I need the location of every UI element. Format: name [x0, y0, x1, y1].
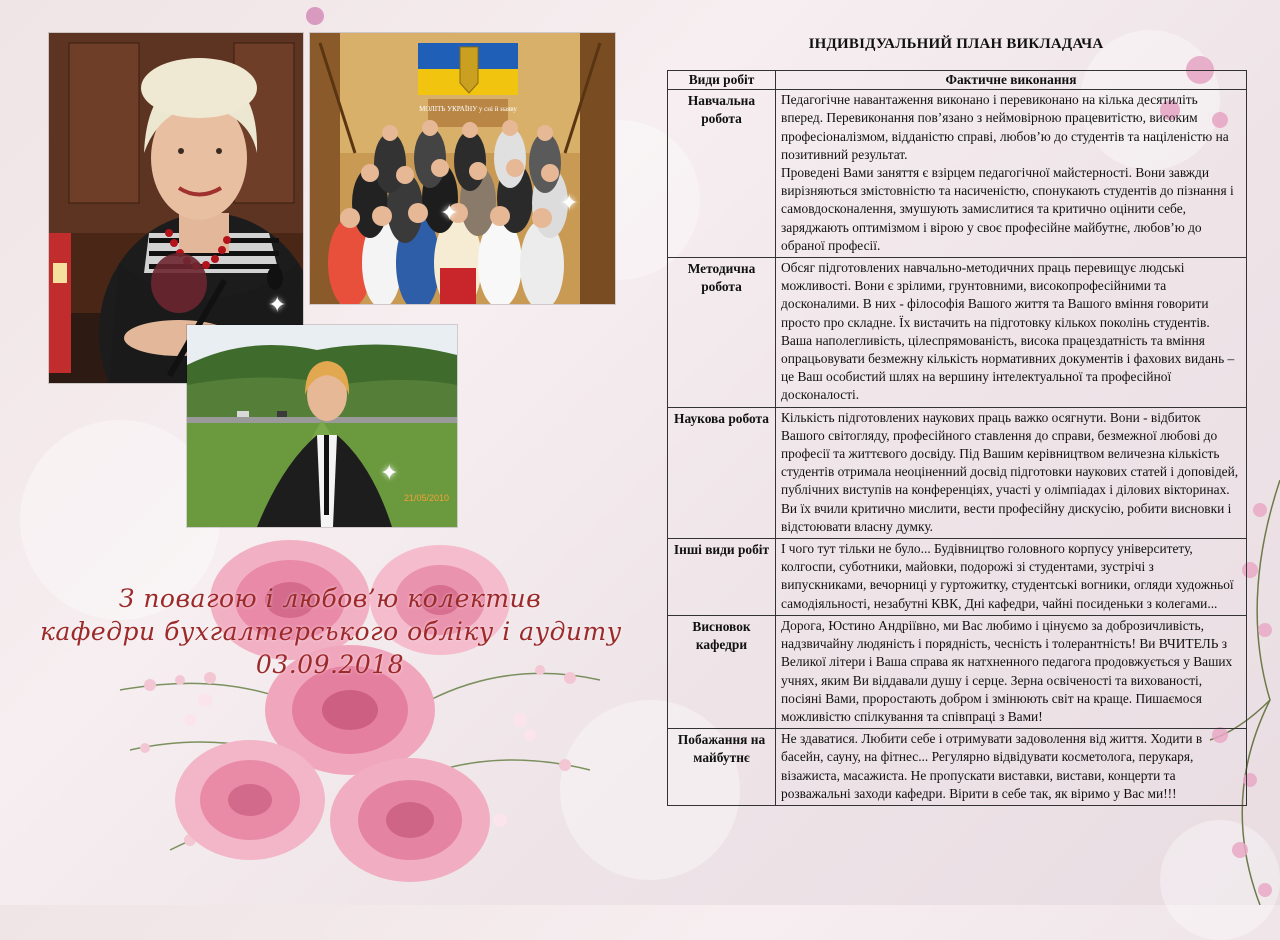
column-header-result: Фактичне виконання: [776, 71, 1247, 90]
column-header-type: Види робіт: [668, 71, 776, 90]
dedication-date: 03.09.2018: [255, 650, 405, 679]
work-type-cell: Наукова робота: [668, 407, 776, 538]
table-header-row: [668, 71, 1247, 90]
result-cell: [776, 90, 1247, 258]
table-row: [668, 90, 1247, 258]
result-paragraph: Проведені Вами заняття є взірцем педагогічної майстерності. Вони завжди вирізняються змістовністю та насиченістю, спонукають студентів до пізнання і самовдосконалення, змушують замислитися та критично оцінити себе, заряджають оптимізмом і вірою у своє професійне майбутнє, любов’ю до обраної професії.: [781, 165, 1234, 253]
small-blossom-illustration: [295, 0, 335, 36]
work-type-cell: Навчальна робота: [668, 90, 776, 258]
result-cell: [776, 539, 1247, 616]
table-row: [668, 258, 1247, 408]
result-paragraph: Не здаватися. Любити себе і отримувати задоволення від життя. Ходити в басейн, сауну, на фітнес... Регулярно відвідувати косметолога, перукаря, візажиста, масажиста. Не пропускати виставки, вистави, концерти та розважальні заходи кафедри. Вірити в себе так, як віримо у Вас ми!!!: [781, 731, 1203, 801]
date-stamp: 21/05/2010: [403, 493, 449, 503]
dedication-line-1: З повагою і любов’ю колектив: [118, 584, 542, 613]
banner-text: МОЛІТЬ УКРАЇНУ у сні й наяву: [419, 105, 517, 113]
dedication-text: [40, 582, 620, 681]
work-type-cell: Методична робота: [668, 258, 776, 408]
result-cell: [776, 407, 1247, 538]
work-type-cell: Побажання на майбутнє: [668, 729, 776, 806]
table-row: [668, 615, 1247, 728]
park-photo: [186, 324, 458, 528]
work-type-cell: Інші види робіт: [668, 539, 776, 616]
result-paragraph: Педагогічне навантаження виконано і перевиконано на кілька десятиліть вперед. Перевиконання пов’язано з неймовірною працевитістю, високим професіоналізмом, відданістю справі, любов’ю до студентів та націленістю на позитивний результат.: [781, 92, 1229, 162]
work-type-cell: Висновок кафедри: [668, 615, 776, 728]
individual-plan-table: [667, 70, 1247, 806]
sparkle-icon: ✦: [380, 460, 399, 485]
result-cell: [776, 729, 1247, 806]
dedication-line-2: кафедри бухгалтерського обліку і аудиту: [40, 617, 622, 646]
result-paragraph: Обсяг підготовлених навчально-методичних праць перевищує людські можливості. Вони є зрілими, грунтовними, високопрофесійними та досконалими. В них - філософія Вашого життя та Вашого вміння говорити просто про складне. Їх вистачить на підготовку кількох поколінь студентів. Ваша наполегливість, цілеспрямованість, висока працездатність та вміння опрацьовувати безмежну кількість нормативних документів і фахових видань – це Ваш особистий шлях на вершину інтелектуальної та професійної досконалості.: [781, 260, 1235, 403]
sparkle-icon: ✦: [440, 200, 459, 225]
table-row: [668, 729, 1247, 806]
result-cell: [776, 258, 1247, 408]
result-paragraph: Дорога, Юстино Андріївно, ми Вас любимо і цінуємо за доброзичливість, надзвичайну людяність і порядність, чесність і толерантність! Ви ВЧИТЕЛЬ з Великої літери і Ваша справа як натхненного педагога продовжується у Ваших учнях, яким Ви віддавали душу і серце. Зерна освіченості та вихованості, посіяні Вами, проростають добром і змінюють світ на краще. Пишаємося можливістю спілкування та співпраці з Вами!: [781, 617, 1233, 724]
sparkle-icon: ✦: [268, 292, 287, 317]
result-cell: [776, 615, 1247, 728]
sparkle-icon: ✦: [560, 190, 579, 215]
plan-title: ІНДИВІДУАЛЬНИЙ ПЛАН ВИКЛАДАЧА: [808, 36, 1104, 52]
result-paragraph: Кількість підготовлених наукових праць важко осягнути. Вони - відбиток Вашого світогляду, професійного ставлення до справи, безмежної любові до професії та життєвого досвіду. Під Вашим керівництвом величезна кількість студентів отримала неоціненний досвід підготовки наукових статей і доповідей, публічних виступів на конференціях, участі у олімпіадах і ділових вікторинах. Ви їх вчили критично мислити, вести професійну дискусію, робити висновки і відстоювати власну думку.: [781, 409, 1239, 534]
table-row: [668, 539, 1247, 616]
table-row: [668, 407, 1247, 538]
group-photo: [309, 32, 616, 305]
result-paragraph: І чого тут тільки не було... Будівництво головного корпусу університету, колгоспи, суботники, майовки, подорожі зі студентами, зустрічі з випускниками, вечорниці у гуртожитку, студентські вогники, огляди художньої самодіяльності, незабутні КВК, Дні кафедри, чайні посиденьки з колегами...: [781, 541, 1234, 611]
roses-bouquet-illustration: [110, 520, 610, 905]
